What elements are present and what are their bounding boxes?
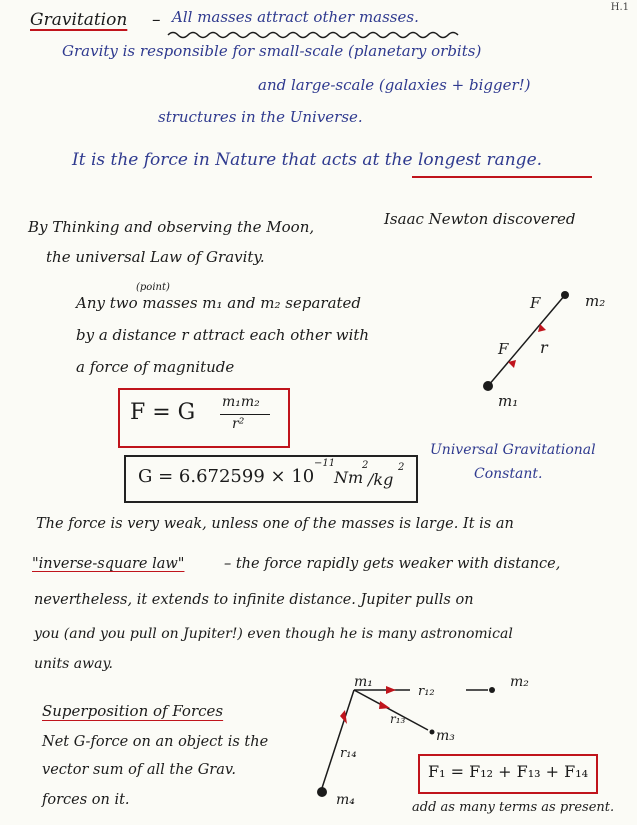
page-number: H.1 — [610, 2, 629, 13]
formula-numerator: m₁m₂ — [222, 394, 260, 410]
superposition-line-1: Net G-force on an object is the — [42, 734, 269, 750]
weak-line-2b: – the force rapidly gets weaker with distance, — [224, 556, 561, 572]
vector-sum-equation: F₁ = F₁₂ + F₁₃ + F₁₄ — [428, 762, 589, 781]
mass-1-label: m₁ — [498, 392, 519, 410]
mass-2-superposition: m₂ — [510, 674, 529, 690]
statement-line-1: Any two masses m₁ and m₂ separated — [76, 294, 362, 312]
mass-4-superposition: m₄ — [336, 792, 355, 808]
force-label-bottom: F — [498, 340, 509, 358]
r13-label: r₁₃ — [390, 712, 406, 726]
title-dash: – — [152, 10, 161, 30]
fraction-bar — [220, 414, 270, 415]
newton-line-2: the universal Law of Gravity. — [46, 248, 265, 266]
two-mass-diagram — [480, 290, 560, 400]
r14-label: r₁₄ — [340, 746, 357, 761]
intro-line-5: It is the force in Nature that acts at the longest range. — [72, 150, 543, 170]
constant-units-exp2: 2 — [398, 462, 405, 473]
mass-1-superposition: m₁ — [354, 674, 373, 690]
mass-2-label: m₂ — [585, 292, 606, 310]
weak-line-3: nevertheless, it extends to infinite distance. Jupiter pulls on — [34, 592, 474, 608]
weak-line-2a: "inverse-square law" — [32, 556, 185, 572]
weak-line-1: The force is very weak, unless one of the masses is large. It is an — [36, 516, 514, 532]
longest-range-underline — [412, 174, 592, 180]
formula-denominator: r² — [232, 416, 245, 432]
newton-line-1a: By Thinking and observing the Moon, — [28, 218, 315, 236]
weak-line-5: units away. — [34, 656, 113, 672]
constant-units-exp: 2 — [362, 460, 369, 471]
constant-note-1: Universal Gravitational — [430, 442, 596, 458]
force-label-top: F — [530, 294, 541, 312]
intro-line-1: All masses attract other masses. — [172, 8, 419, 26]
mass-3-superposition: m₃ — [436, 728, 455, 744]
page-title: Gravitation — [30, 10, 128, 30]
constant-units-rest: /kg — [368, 470, 394, 489]
superposition-line-3: forces on it. — [42, 792, 130, 808]
distance-label: r — [540, 338, 548, 357]
r12-label: r₁₂ — [418, 684, 435, 699]
intro-line-4: structures in the Universe. — [158, 108, 363, 126]
statement-line-2: by a distance r attract each other with — [76, 326, 370, 344]
superposition-line-2: vector sum of all the Grav. — [42, 762, 236, 778]
constant-note-2: Constant. — [474, 466, 543, 482]
formula-lhs: F = G — [130, 400, 196, 425]
weak-line-4: you (and you pull on Jupiter!) even though he is many astronomical — [34, 626, 513, 642]
intro-line-3: and large-scale (galaxies + bigger!) — [258, 76, 531, 94]
wavy-underline — [168, 30, 468, 40]
vector-sum-note: add as many terms as present. — [412, 800, 615, 815]
constant-exponent: −11 — [314, 458, 336, 469]
statement-line-3: a force of magnitude — [76, 358, 235, 376]
newton-line-1b: Isaac Newton discovered — [384, 210, 576, 228]
superposition-title: Superposition of Forces — [42, 702, 224, 720]
point-note: (point) — [136, 282, 170, 293]
constant-value: G = 6.672599 × 10 — [138, 466, 315, 487]
constant-units-base: Nm — [334, 468, 364, 487]
intro-line-2: Gravity is responsible for small-scale (planetary orbits) — [62, 42, 482, 60]
